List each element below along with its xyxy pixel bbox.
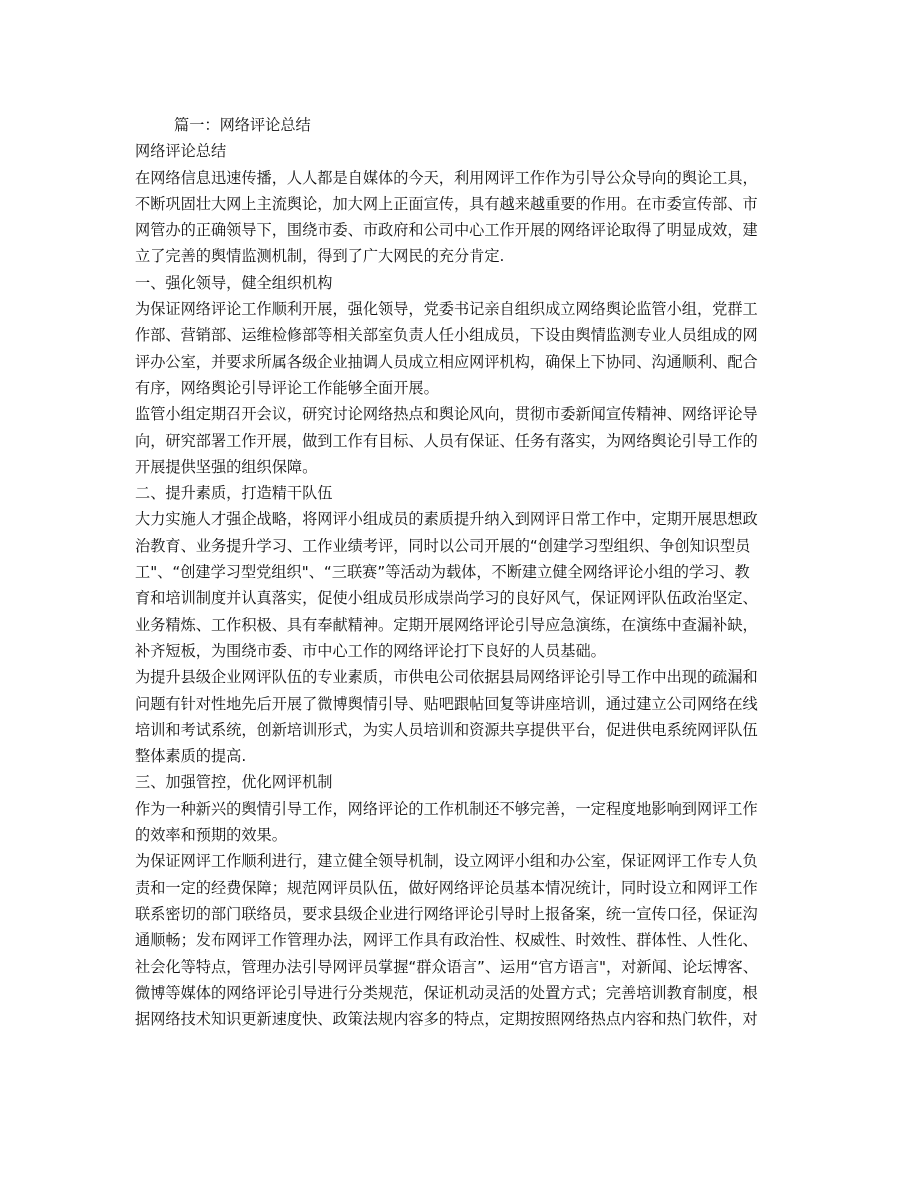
text-line: 为提升县级企业网评队伍的专业素质，市供电公司依据县局网络评论引导工作中出现的疏漏和 (135, 668, 758, 687)
text-line: 开展提供坚强的组织保障。 (135, 457, 318, 476)
text-line: 整体素质的提高. (135, 747, 247, 766)
text-line: 工"、“创建学习型党组织"、“三联赛”等活动为载体，不断建立健全网络评论小组的学习、教 (135, 563, 750, 582)
text-line: 育和培训制度并认真落实，促使小组成员形成崇尚学习的良好风气，保证网评队伍政治坚定、 (135, 589, 758, 608)
text-line: 通顺畅；发布网评工作管理办法，网评工作具有政治性、权威性、时效性、群体性、人性化、 (135, 931, 758, 950)
section-heading-1: 一、强化领导，健全组织机构 (135, 273, 333, 292)
section1-paragraph-2 (135, 401, 787, 480)
text-line: 业务精炼、工作积极、具有奉献精神。定期开展网络评论引导应急演练，在演练中查漏补缺， (135, 615, 758, 634)
text-line: 责和一定的经费保障；规范网评员队伍，做好网络评论员基本情况统计，同时设立和网评工作 (135, 878, 758, 897)
text-line: 作为一种新兴的舆情引导工作，网络评论的工作机制还不够完善，一定程度地影响到网评工作 (135, 799, 758, 818)
text-line: 监管小组定期召开会议，研究讨论网络热点和舆论风向，贯彻市委新闻宣传精神、网络评论导 (135, 405, 758, 424)
text-line: 补齐短板，为围绕市委、市中心工作的网络评论打下良好的人员基础。 (135, 641, 606, 660)
text-line: 作部、营销部、运维检修部等相关部室负责人任小组成员，下设由舆情监测专业人员组成的网 (135, 326, 758, 345)
text-line: 治教育、业务提升学习、工作业绩考评，同时以公司开展的“创建学习型组织、争创知识型员 (135, 536, 751, 555)
section3-paragraph-2 (135, 848, 787, 1032)
section3-paragraph-1 (135, 796, 787, 849)
section-heading-2: 二、提升素质，打造精干队伍 (135, 484, 333, 503)
section-heading-3: 三、加强管控，优化网评机制 (135, 773, 333, 792)
text-line: 有序，网络舆论引导评论工作能够全面开展。 (135, 378, 439, 397)
document-title: 网络评论总结 (135, 142, 227, 161)
text-line: 向，研究部署工作开展，做到工作有目标、人员有保证、任务有落实，为网络舆论引导工作的 (135, 431, 758, 450)
section1-paragraph-1 (135, 296, 787, 401)
text-line: 网管办的正确领导下，围绕市委、市政府和公司中心工作开展的网络评论取得了明显成效，建 (135, 221, 758, 240)
text-line: 微博等媒体的网络评论引导进行分类规范，保证机动灵活的处置方式；完善培训教育制度，根 (135, 983, 758, 1002)
document-page (135, 112, 787, 1032)
text-line: 问题有针对性地先后开展了微博舆情引导、贴吧跟帖回复等讲座培训，通过建立公司网络在线 (135, 694, 758, 713)
text-line: 立了完善的舆情监测机制，得到了广大网民的充分肯定. (135, 247, 505, 266)
text-line: 评办公室，并要求所属各级企业抽调人员成立相应网评机构，确保上下协同、沟通顺利、配合 (135, 352, 758, 371)
text-line: 在网络信息迅速传播，人人都是自媒体的今天，利用网评工作作为引导公众导向的舆论工具， (135, 168, 758, 187)
section2-paragraph-2 (135, 664, 787, 769)
text-line: 据网络技术知识更新速度快、政策法规内容多的特点，定期按照网络热点内容和热门软件，对 (135, 1010, 758, 1029)
text-line: 大力实施人才强企战略，将网评小组成员的素质提升纳入到网评日常工作中，定期开展思想政 (135, 510, 758, 529)
text-line: 的效率和预期的效果。 (135, 826, 287, 845)
text-line: 不断巩固壮大网上主流舆论，加大网上正面宣传，具有越来越重要的作用。在市委宣传部、市 (135, 194, 758, 213)
text-line: 联系密切的部门联络员，要求县级企业进行网络评论引导时上报备案，统一宣传口径，保证沟 (135, 904, 758, 923)
text-line: 为保证网评工作顺利进行，建立健全领导机制，设立网评小组和办公室，保证网评工作专人负 (135, 852, 758, 871)
text-line: 为保证网络评论工作顺利开展，强化领导，党委书记亲自组织成立网络舆论监管小组，党群工 (135, 300, 758, 319)
section2-paragraph-1 (135, 506, 787, 664)
intro-paragraph (135, 165, 787, 270)
text-line: 社会化等特点，管理办法引导网评员掌握“群众语言”、运用“官方语言"，对新闻、论坛博客、 (135, 957, 758, 976)
text-line: 培训和考试系统，创新培训形式，为实人员培训和资源共享提供平台，促进供电系统网评队伍 (135, 720, 758, 739)
chapter-title: 篇一：网络评论总结 (174, 116, 311, 134)
